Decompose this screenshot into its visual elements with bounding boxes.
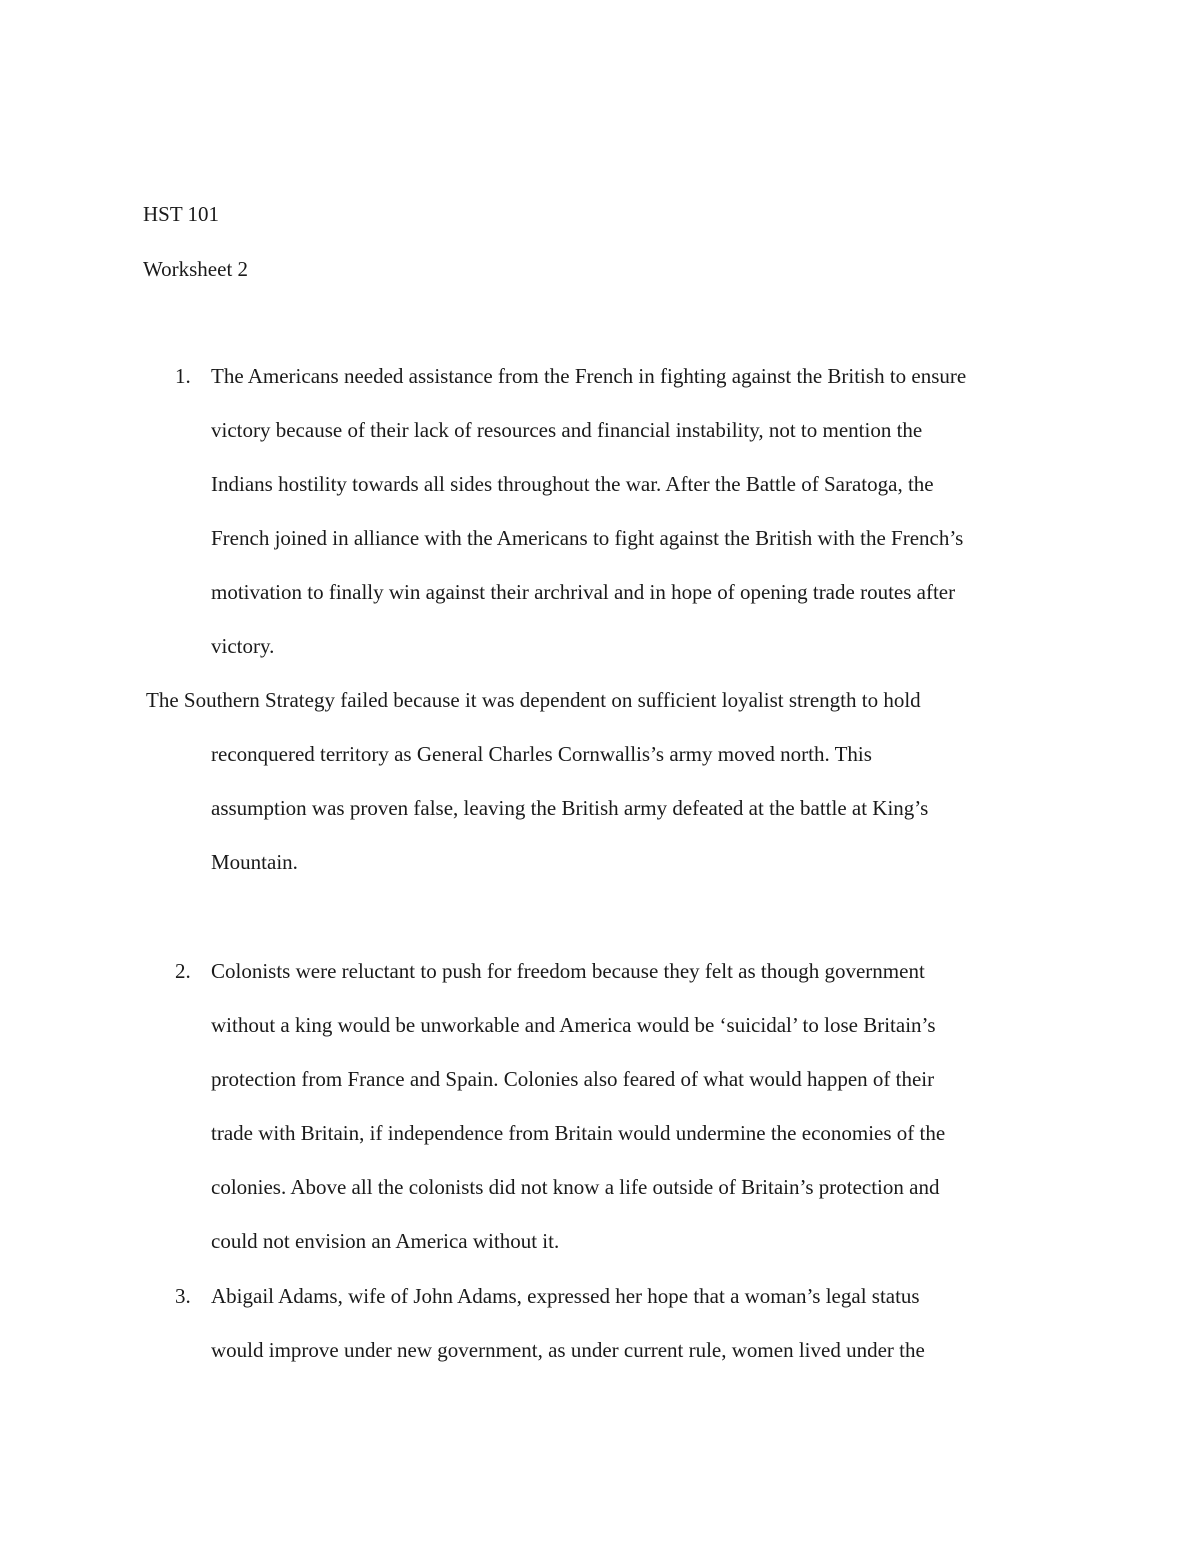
list-item-number: 1. bbox=[175, 364, 191, 388]
text-line: trade with Britain, if independence from Britain would undermine the economies of the bbox=[211, 1121, 946, 1145]
list-item-text bbox=[211, 944, 1096, 1268]
text-line: victory because of their lack of resources and financial instability, not to mention the bbox=[211, 418, 923, 442]
text-line: The Southern Strategy failed because it was dependent on sufficient loyalist strength to hold bbox=[146, 688, 921, 712]
text-line: would improve under new government, as under current rule, women lived under the bbox=[211, 1338, 925, 1362]
list-item-number: 2. bbox=[175, 959, 191, 983]
text-line: victory. bbox=[211, 634, 275, 658]
worksheet-title: Worksheet 2 bbox=[143, 257, 249, 281]
list-item-2 bbox=[143, 944, 1103, 1268]
text-line: without a king would be unworkable and America would be ‘suicidal’ to lose Britain’s bbox=[211, 1013, 936, 1037]
text-line: Colonists were reluctant to push for freedom because they felt as though government bbox=[211, 959, 925, 983]
list-item-text bbox=[211, 349, 1096, 673]
list-item-3 bbox=[143, 1269, 1103, 1377]
list-item-number: 3. bbox=[175, 1284, 191, 1308]
text-line: French joined in alliance with the Americans to fight against the British with the French’s bbox=[211, 526, 964, 550]
southern-strategy-paragraph bbox=[146, 673, 1106, 889]
text-line: assumption was proven false, leaving the British army defeated at the battle at King’s bbox=[211, 796, 929, 820]
course-code: HST 101 bbox=[143, 202, 220, 226]
text-line: protection from France and Spain. Colonies also feared of what would happen of their bbox=[211, 1067, 935, 1091]
text-line: colonies. Above all the colonists did not know a life outside of Britain’s protection and bbox=[211, 1175, 940, 1199]
list-item-1 bbox=[143, 349, 1103, 673]
text-line: Mountain. bbox=[211, 850, 298, 874]
list-item-text bbox=[211, 1269, 1096, 1377]
text-line: reconquered territory as General Charles Cornwallis’s army moved north. This bbox=[211, 742, 872, 766]
text-line: Abigail Adams, wife of John Adams, expressed her hope that a woman’s legal status bbox=[211, 1284, 920, 1308]
text-line: could not envision an America without it. bbox=[211, 1229, 560, 1253]
text-line: Indians hostility towards all sides throughout the war. After the Battle of Saratoga, the bbox=[211, 472, 934, 496]
text-line: motivation to finally win against their archrival and in hope of opening trade routes after bbox=[211, 580, 956, 604]
text-line: The Americans needed assistance from the French in fighting against the British to ensure bbox=[211, 364, 967, 388]
